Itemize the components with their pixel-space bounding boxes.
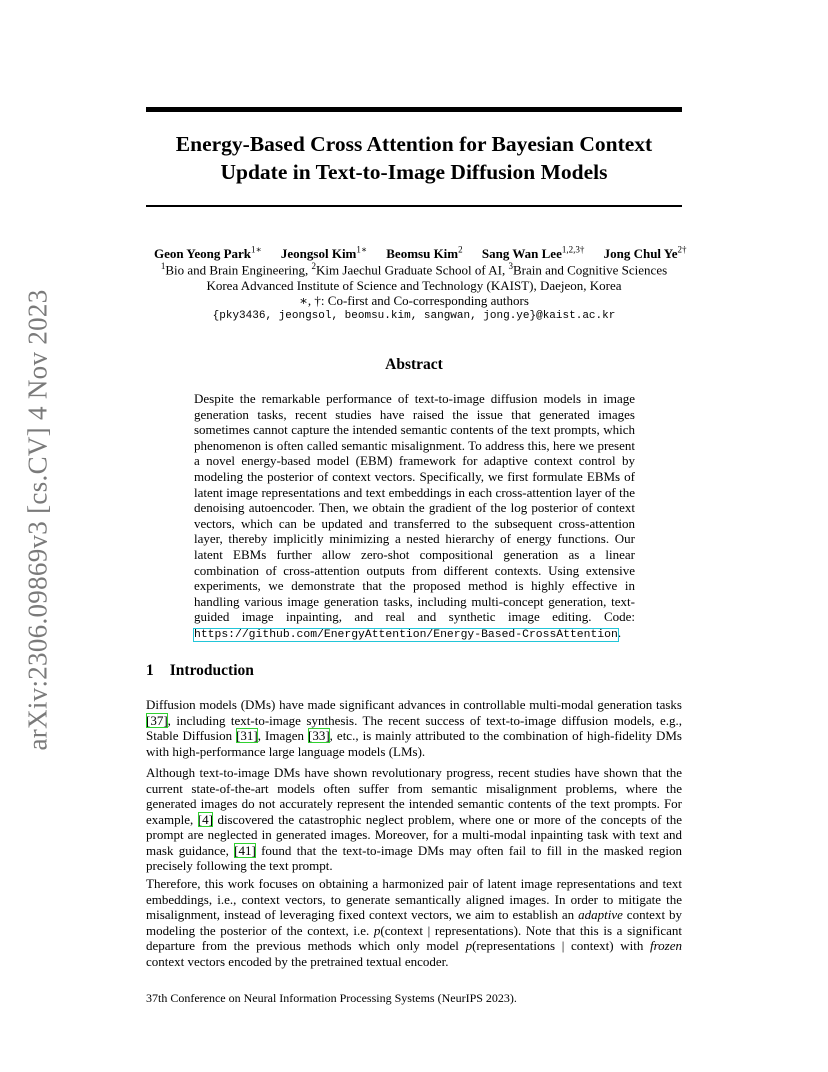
code-link[interactable]: https://github.com/EnergyAttention/Energy-Based-CrossAttention <box>194 628 618 641</box>
citation-link[interactable]: [4] <box>197 811 213 827</box>
title-bottom-rule <box>146 205 682 207</box>
author-4: Sang Wan Lee$^{1,2,3\dagger}$ <box>481 245 585 262</box>
author-emails: {pky3436, jeongsol, beomsu.kim, sangwan, jong.ye}@kaist.ac.kr <box>212 309 616 322</box>
arxiv-side-stamp: arXiv:2306.09869v3 [cs.CV] 4 Nov 2023 <box>22 289 53 751</box>
conference-footnote: 37th Conference on Neural Information Processing Systems (NeurIPS 2023). <box>146 991 517 1005</box>
paper-title <box>146 130 682 186</box>
title-line-2: Update in Text-to-Image Diffusion Models <box>220 160 608 184</box>
affiliation-line-2: Korea Advanced Institute of Science and Technology (KAIST), Daejeon, Korea <box>206 277 622 293</box>
author-5: Jong Chul $Ye^{2\dagger}$ <box>603 245 687 262</box>
title-top-rule <box>146 107 682 112</box>
abstract-body: Despite the remarkable performance of text-to-image diffusion models in image generation tasks, recent studies have raised the issue that generated images sometimes cannot capture the intended semantic contents of the text prompts, which phenomenon is often called semantic misalignment. To address this, here we present a novel energy-based model (EBM) framework for adaptive context control by modeling the posterior of context vectors. Specifically, we first formulate EBMs of latent image representations and text embeddings in each cross-attention layer of the denoising autoencoder. Then, we obtain the gradient of the log posterior of context vectors, which can be updated and transferred to the subsequent cross-attention layer, thereby implicitly minimizing a nested hierarchy of energy functions. Our latent EBMs further allow zero-shot compositional generation as a linear combination of cross-attention outputs from different contexts. Using extensive experiments, we demonstrate that the proposed method is highly effective in handling various image generation tasks, including multi-concept generation, text-guided image inpainting, and real and synthetic image editing. Code: https://github.com/EnergyAttention/Energy-Based-CrossAttention. <box>194 391 635 641</box>
intro-paragraph-1: Diffusion models (DMs) have made significant advances in controllable multi-modal generation tasks [37], including text-to-image synthesis. The recent success of text-to-image diffusion models, e.g., Stable Diffusion [31], Imagen [33], etc., is mainly attributed to the combination of high-fidelity DMs with high-performance large language models (LMs). <box>146 697 682 759</box>
author-notes: ∗, †: Co-first and Co-corresponding authors <box>299 293 529 309</box>
author-2: Jeongsol Kim$^{1∗}$ <box>280 245 368 262</box>
citation-link[interactable]: [37] <box>146 712 168 728</box>
section-heading: 1 Introduction <box>146 662 254 679</box>
intro-paragraph-3: Therefore, this work focuses on obtaining a harmonized pair of latent image representations and text embeddings, i.e., context vectors, to generate semantically aligned images. In order to mitigate the misalignment, instead of leveraging fixed context vectors, we aim to establish an adaptive context by modeling the posterior of the context, i.e. p(context | representations). Note that this is a significant departure from the previous methods which only model p(representations | context) with frozen context vectors encoded by the pretrained textual encoder. <box>146 876 683 969</box>
citation-link[interactable]: [41] <box>234 842 256 858</box>
citation-link[interactable]: [31] <box>236 728 258 743</box>
author-1: Geon Yeong Park$^{1∗}$ <box>154 245 262 262</box>
citation-link[interactable]: [33] <box>308 728 330 743</box>
intro-paragraph-2: Although text-to-image DMs have shown revolutionary progress, recent studies have shown that the current state-of-the-art models often suffer from semantic misalignment problems, where the generated images do not accurately represent the intended semantic contents of the text prompts. For example, [4] discovered the catastrophic neglect problem, where one or more of the concepts of the prompt are neglected in generated images. Moreover, for a multi-modal inpainting task with text and mask guidance, [41] found that the text-to-image DMs may often fail to fill in the masked region precisely following the text prompt. <box>146 765 682 873</box>
abstract-heading: Abstract <box>385 356 443 373</box>
author-3: Beomsu Kim$^2$ <box>386 245 463 262</box>
title-line-1: Energy-Based Cross Attention for Bayesian Context <box>175 132 653 156</box>
affiliation-line-1: $^1$Bio and Brain Engineering, $^2$Kim Jaechul Graduate School of AI, $^3$Brain and Cognitive Sciences <box>160 261 668 278</box>
affiliations <box>146 259 682 324</box>
